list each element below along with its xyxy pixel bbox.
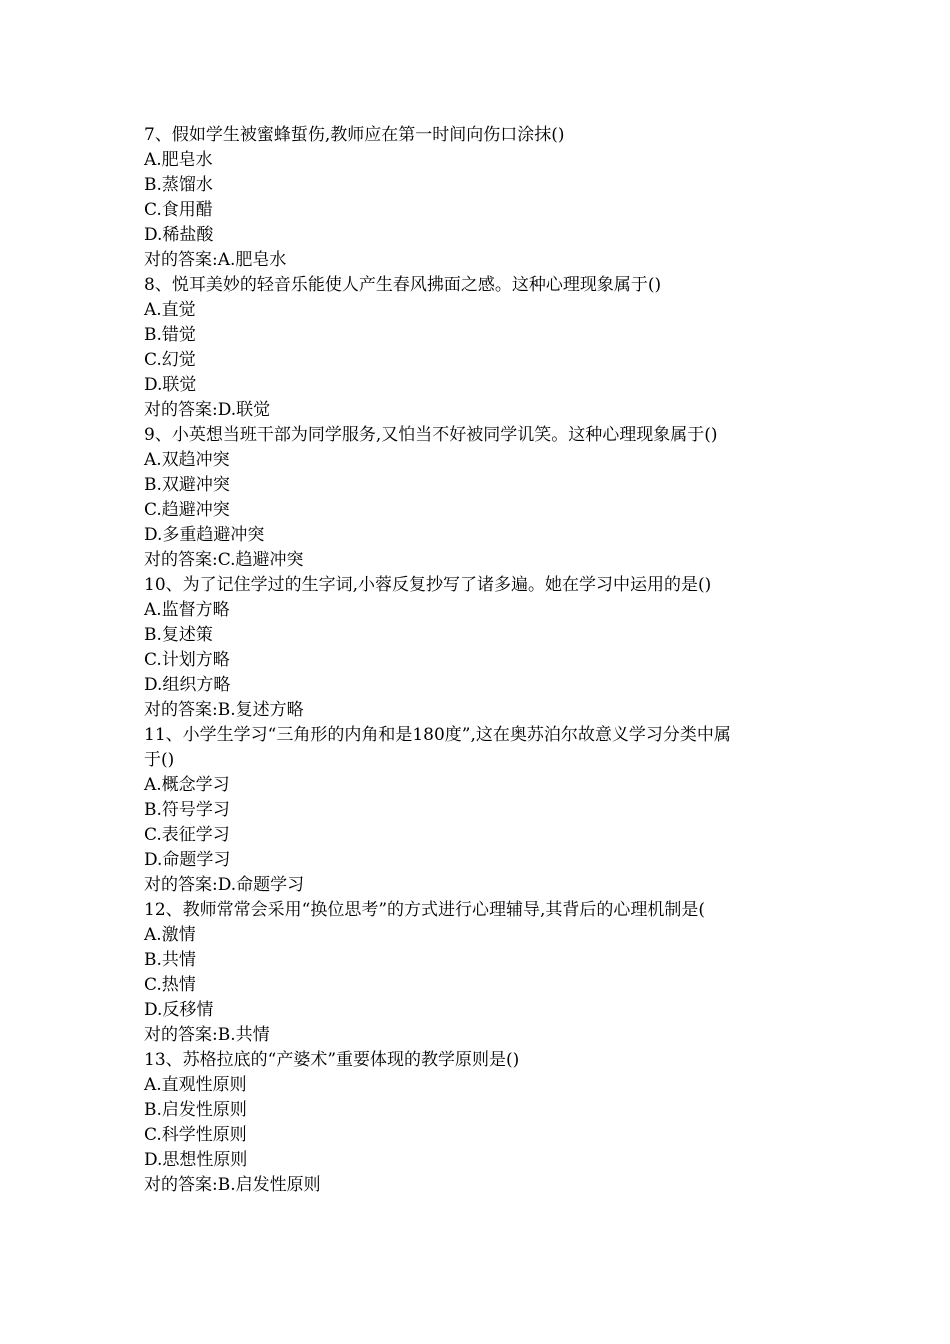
answer-text: 对的答案:B.启发性原则 [144, 1175, 321, 1195]
option-c: C.表征学习 [144, 825, 230, 845]
option-d: D.组织方略 [144, 675, 231, 695]
option-b: B.共情 [144, 950, 196, 970]
question-text: 7、假如学生被蜜蜂蜇伤,教师应在第一时间向伤口涂抹() [144, 125, 565, 145]
option-d: D.命题学习 [144, 850, 231, 870]
option-a: A.肥皂水 [144, 150, 213, 170]
option-b: B.双避冲突 [144, 475, 230, 495]
question-text: 13、苏格拉底的“产婆术”重要体现的教学原则是() [144, 1050, 520, 1070]
option-a: A.激情 [144, 925, 196, 945]
option-a: A.概念学习 [144, 775, 230, 795]
option-b: B.符号学习 [144, 800, 230, 820]
question-text: 12、教师常常会采用“换位思考”的方式进行心理辅导,其背后的心理机制是( [144, 900, 706, 920]
option-d: D.多重趋避冲突 [144, 525, 265, 545]
option-c: C.幻觉 [144, 350, 196, 370]
option-a: A.监督方略 [144, 600, 230, 620]
option-c: C.趋避冲突 [144, 500, 230, 520]
option-d: D.稀盐酸 [144, 225, 214, 245]
question-text: 10、为了记住学过的生字词,小蓉反复抄写了诸多遍。她在学习中运用的是() [144, 575, 712, 595]
option-c: C.科学性原则 [144, 1125, 247, 1145]
question-text: 9、小英想当班干部为同学服务,又怕当不好被同学讥笑。这种心理现象属于() [144, 425, 718, 445]
answer-text: 对的答案:D.联觉 [144, 400, 271, 420]
option-b: B.复述策 [144, 625, 213, 645]
answer-text: 对的答案:D.命题学习 [144, 875, 305, 895]
option-a: A.直觉 [144, 300, 196, 320]
option-b: B.错觉 [144, 325, 196, 345]
option-d: D.反移情 [144, 1000, 214, 1020]
question-text: 8、悦耳美妙的轻音乐能使人产生春风拂面之感。这种心理现象属于() [144, 275, 662, 295]
question-text-continued: 于() [144, 750, 175, 770]
option-b: B.启发性原则 [144, 1100, 247, 1120]
question-text: 11、小学生学习“三角形的内角和是180度”,这在奥苏泊尔故意义学习分类中属 [144, 725, 731, 745]
answer-text: 对的答案:B.复述方略 [144, 700, 304, 720]
option-a: A.直观性原则 [144, 1075, 247, 1095]
option-b: B.蒸馏水 [144, 175, 213, 195]
document-page [144, 123, 804, 1198]
option-c: C.食用醋 [144, 200, 213, 220]
option-c: C.计划方略 [144, 650, 230, 670]
option-a: A.双趋冲突 [144, 450, 230, 470]
option-c: C.热情 [144, 975, 196, 995]
answer-text: 对的答案:C.趋避冲突 [144, 550, 304, 570]
answer-text: 对的答案:A.肥皂水 [144, 250, 287, 270]
option-d: D.思想性原则 [144, 1150, 248, 1170]
option-d: D.联觉 [144, 375, 197, 395]
answer-text: 对的答案:B.共情 [144, 1025, 270, 1045]
